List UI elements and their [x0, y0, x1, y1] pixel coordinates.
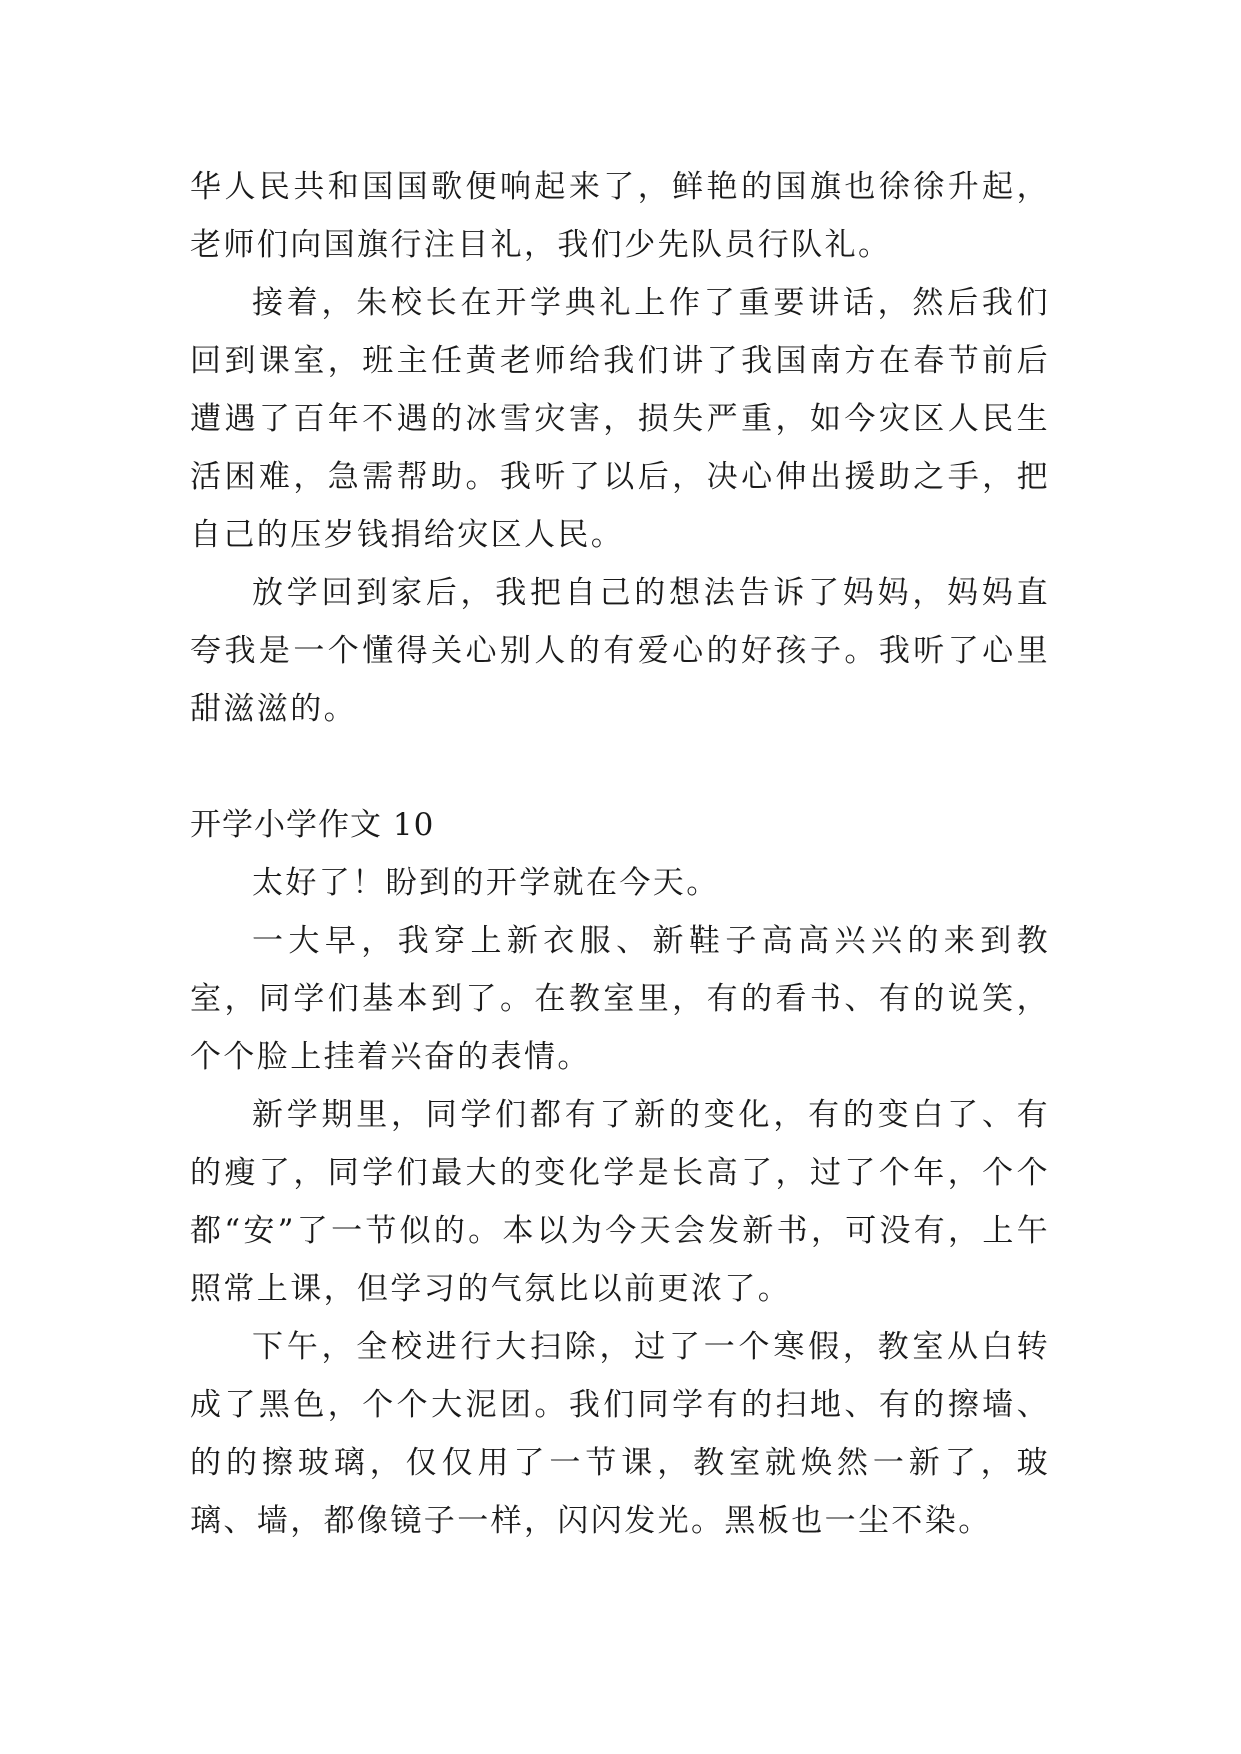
paragraph: 下午，全校进行大扫除，过了一个寒假，教室从白转成了黑色，个个大泥团。我们同学有的扫地、有的擦墙、的的擦玻璃，仅仅用了一节课，教室就焕然一新了，玻璃、墙，都像镜子一样，闪闪发光。黑板也一尘不染。 [190, 1329, 1050, 1539]
paragraph: 新学期里，同学们都有了新的变化，有的变白了、有的瘦了，同学们最大的变化学是长高了，过了个年，个个都“安”了一节似的。本以为今天会发新书，可没有，上午照常上课，但学习的气氛比以前更浓了。 [190, 1097, 1050, 1307]
essay-heading: 开学小学作文 10 [190, 807, 435, 843]
paragraph: 太好了！盼到的开学就在今天。 [252, 865, 720, 901]
paragraph: 放学回到家后，我把自己的想法告诉了妈妈，妈妈直夸我是一个懂得关心别人的有爱心的好孩子。我听了心里甜滋滋的。 [190, 575, 1050, 727]
paragraph-continued: 华人民共和国国歌便响起来了，鲜艳的国旗也徐徐升起，老师们向国旗行注目礼，我们少先队员行队礼。 [190, 169, 1050, 263]
document-body [190, 158, 1050, 1550]
paragraph: 一大早，我穿上新衣服、新鞋子高高兴兴的来到教室，同学们基本到了。在教室里，有的看书、有的说笑，个个脸上挂着兴奋的表情。 [190, 923, 1050, 1075]
paragraph: 接着，朱校长在开学典礼上作了重要讲话，然后我们回到课室，班主任黄老师给我们讲了我国南方在春节前后遭遇了百年不遇的冰雪灾害，损失严重，如今灾区人民生活困难，急需帮助。我听了以后，决心伸出援助之手，把自己的压岁钱捐给灾区人民。 [190, 285, 1050, 553]
section-spacer [190, 738, 1050, 796]
